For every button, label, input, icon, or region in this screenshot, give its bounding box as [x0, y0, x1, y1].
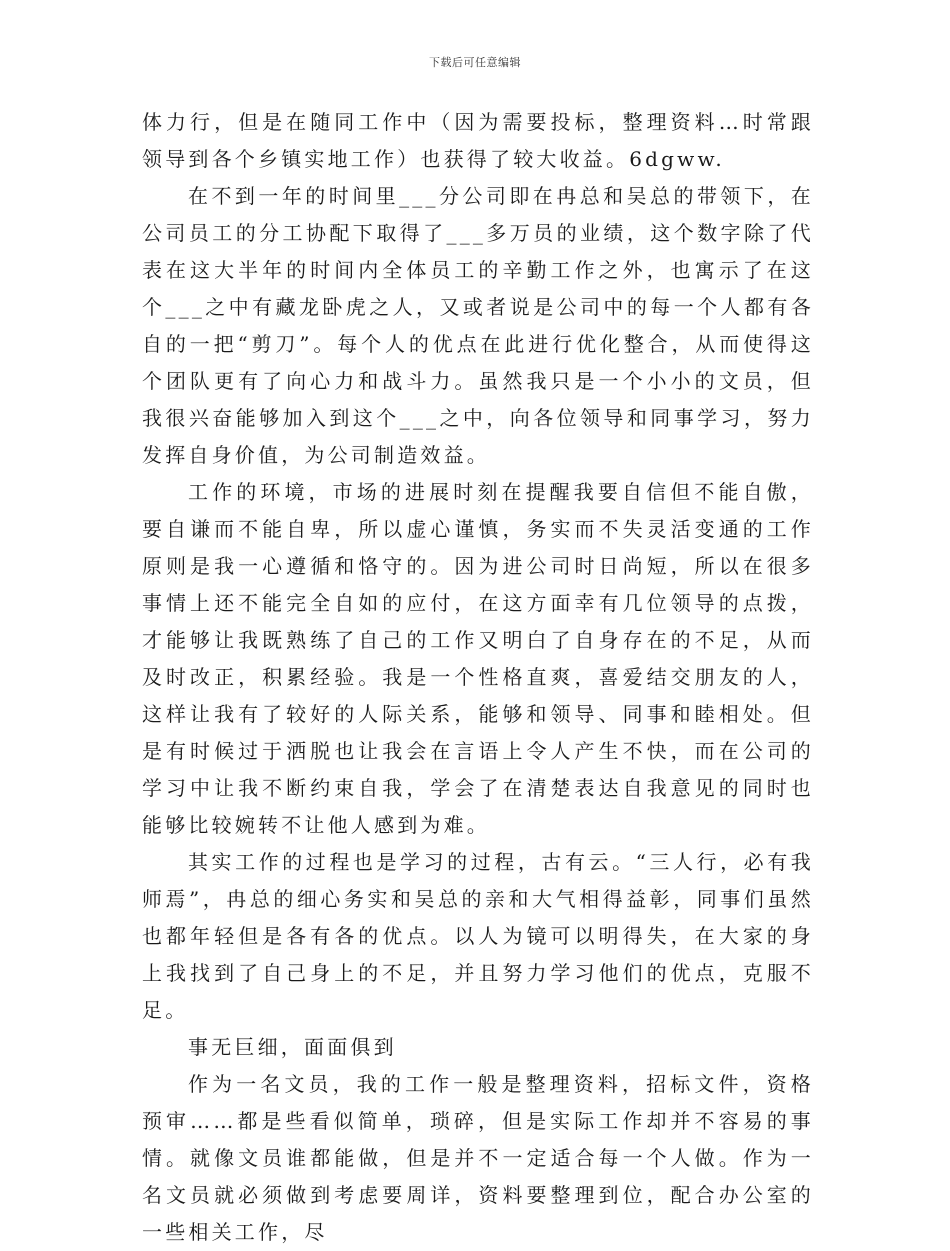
- paragraph-4: 其实工作的过程也是学习的过程，古有云。“三人行，必有我师焉”，冉总的细心务实和吴总的亲和大气相得益彰，同事们虽然也都年轻但是各有各的优点。以人为镜可以明得失，在大家的身上我找到了自己身上的不足，并且努力学习他们的优点，克服不足。: [142, 850, 814, 1022]
- paragraph-3: 工作的环境，市场的进展时刻在提醒我要自信但不能自傲，要自谦而不能自卑，所以虚心谨慎，务实而不失灵活变通的工作原则是我一心遵循和恪守的。因为进公司时日尚短，所以在很多事情上还不能完全自如的应付，在这方面幸有几位领导的点拨，才能够让我既熟练了自己的工作又明白了自身存在的不足，从而及时改正，积累经验。我是一个性格直爽，喜爱结交朋友的人，这样让我有了较好的人际关系，能够和领导、同事和睦相处。但是有时候过于洒脱也让我会在言语上令人产生不快，而在公司的学习中让我不断约束自我，学会了在清楚表达自我意见的同时也能够比较婉转不让他人感到为难。: [142, 480, 814, 837]
- paragraph-2: 在不到一年的时间里___分公司即在冉总和吴总的带领下，在公司员工的分工协配下取得了___多万员的业绩，这个数字除了代表在这大半年的时间内全体员工的辛勤工作之外，也寓示了在这个___之中有藏龙卧虎之人，又或者说是公司中的每一个人都有各自的一把“剪刀”。每个人的优点在此进行优化整合，从而使得这个团队更有了向心力和战斗力。虽然我只是一个小小的文员，但我很兴奋能够加入到这个___之中，向各位领导和同事学习，努力发挥自身价值，为公司制造效益。: [142, 184, 814, 467]
- document-body: [142, 104, 814, 1251]
- paragraph-1: 体力行，但是在随同工作中（因为需要投标，整理资料…时常跟领导到各个乡镇实地工作）也获得了较大收益。6dgww.: [142, 110, 814, 171]
- paragraph-5: 作为一名文员，我的工作一般是整理资料，招标文件，资格预审……都是些看似简单，琐碎，但是实际工作却并不容易的事情。就像文员谁都能做，但是并不一定适合每一个人做。作为一名文员就必须做到考虑要周详，资料要整理到位，配合办公室的一些相关工作，尽: [142, 1072, 814, 1244]
- page-header: 下载后可任意编辑: [429, 56, 521, 69]
- section-heading: 事无巨细，面面俱到: [188, 1035, 397, 1059]
